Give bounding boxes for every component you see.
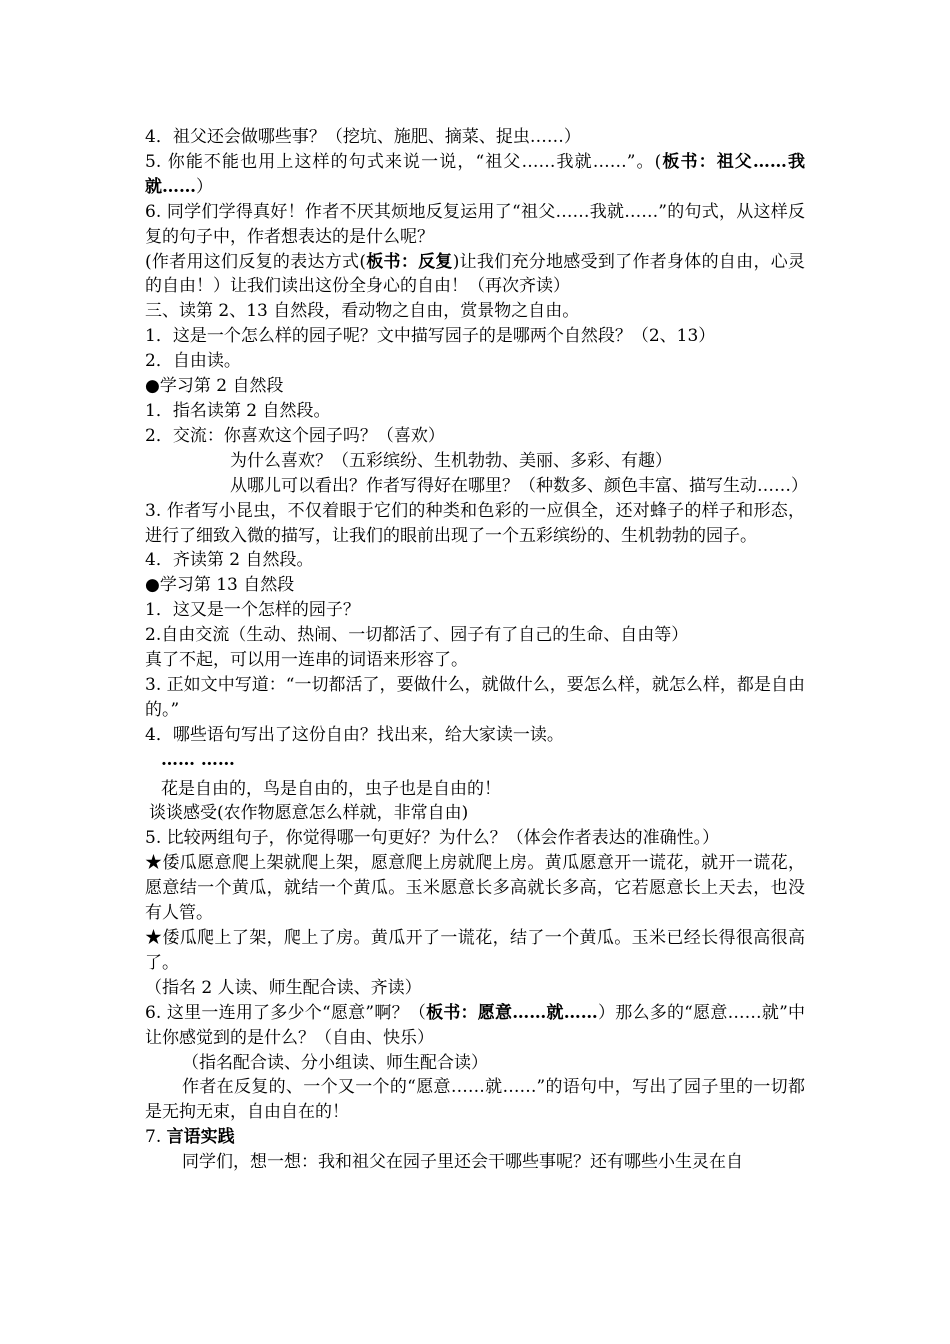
paragraph: 作者在反复的、一个又一个的“愿意……就……”的语句中，写出了园子里的一切都是无拘无束，自由自在的！ bbox=[145, 1077, 805, 1123]
subsection-heading: ●学习第 13 自然段 bbox=[145, 575, 295, 596]
paragraph: ★倭瓜爬上了架，爬上了房。黄瓜开了一谎花，结了一个黄瓜。玉米已经长得很高很高了。 bbox=[145, 928, 805, 973]
paragraph: 为什么喜欢？（五彩缤纷、生机勃勃、美丽、多彩、有趣） bbox=[230, 450, 672, 471]
board-note: 板书：愿意……就…… bbox=[426, 1002, 598, 1023]
text-span: )让我们充分地感受到了作者身体的自由，心灵的自由！）让我们读出这份全身心的自由！（再次齐读） bbox=[145, 251, 806, 297]
paragraph: 4．哪些语句写出了这份自由？找出来，给大家读一读。 bbox=[145, 724, 564, 745]
text-span: 6. 这里一连用了多少个“愿意”啊？（ bbox=[145, 1002, 427, 1023]
paragraph: 1．指名读第 2 自然段。 bbox=[145, 400, 331, 421]
paragraph: 1．这又是一个怎样的园子？ bbox=[145, 600, 360, 621]
paragraph: 3. 正如文中写道：“一切都活了，要做什么，就做什么，要怎么样，就怎么样，都是自由的。” bbox=[145, 674, 805, 720]
paragraph: ★倭瓜愿意爬上架就爬上架，愿意爬上房就爬上房。黄瓜愿意开一谎花，就开一谎花，愿意结一个黄瓜，就结一个黄瓜。玉米愿意长多高就长多高，它若愿意长上天去，也没有人管。 bbox=[145, 853, 805, 924]
subsection-heading: ●学习第 2 自然段 bbox=[145, 376, 284, 397]
section-label: 言语实践 bbox=[166, 1127, 235, 1148]
text-span: ）那么多的“愿意……就”中让你感觉到的是什么？（自由、快乐） bbox=[145, 1002, 805, 1048]
ellipsis-line bbox=[145, 748, 805, 773]
paragraph: 从哪儿可以看出？作者写得好在哪里？（种数多、颜色丰富、描写生动……） bbox=[230, 475, 808, 496]
board-note: 板书：祖父……我就…… bbox=[145, 151, 806, 197]
paragraph: 4．齐读第 2 自然段。 bbox=[145, 550, 314, 571]
text-span: 5. 你能不能也用上这样的句式来说一说，“祖父……我就……”。( bbox=[145, 151, 662, 172]
section-heading: 三、读第 2、13 自然段，看动物之自由，赏景物之自由。 bbox=[145, 301, 580, 322]
paragraph: 5. 比较两组句子，你觉得哪一句更好？为什么？（体会作者表达的准确性。） bbox=[145, 828, 720, 849]
paragraph: 同学们，想一想：我和祖父在园子里还会干哪些事呢？还有哪些小生灵在自 bbox=[182, 1152, 743, 1173]
document-body bbox=[145, 125, 808, 1175]
paragraph: 4．祖父还会做哪些事？（挖坑、施肥、摘菜、捉虫……） bbox=[145, 127, 581, 147]
paragraph: 真了不起，可以用一连串的词语来形容了。 bbox=[145, 650, 468, 671]
paragraph: 2．自由读。 bbox=[145, 351, 241, 372]
text-span: ） bbox=[196, 176, 213, 197]
text-span: (作者用这们反复的表达方式( bbox=[145, 251, 366, 272]
paragraph: 花是自由的，鸟是自由的，虫子也是自由的！ bbox=[161, 778, 501, 799]
paragraph: （指名 2 人读、师生配合读、齐读） bbox=[145, 977, 422, 998]
paragraph bbox=[145, 1125, 805, 1150]
text-span: 7. bbox=[145, 1127, 167, 1148]
paragraph bbox=[145, 1001, 805, 1051]
paragraph: 谈谈感受(农作物愿意怎么样就，非常自由) bbox=[149, 803, 469, 824]
paragraph: 3. 作者写小昆虫，不仅着眼于它们的种类和色彩的一应俱全，还对蜂子的样子和形态，进行了细致入微的描写，让我们的眼前出现了一个五彩缤纷的、生机勃勃的园子。 bbox=[145, 500, 805, 546]
paragraph: 6. 同学们学得真好！作者不厌其烦地反复运用了“祖父……我就……”的句式，从这样反复的句子中，作者想表达的是什么呢？ bbox=[145, 201, 805, 247]
paragraph: 2．交流：你喜欢这个园子吗？（喜欢） bbox=[145, 425, 445, 446]
paragraph: 2.自由交流（生动、热闹、一切都活了、园子有了自己的生命、自由等） bbox=[145, 625, 689, 646]
paragraph bbox=[145, 250, 805, 300]
paragraph: （指名配合读、分小组读、师生配合读） bbox=[182, 1052, 488, 1073]
text-span: …… …… bbox=[161, 749, 235, 770]
paragraph: 1．这是一个怎么样的园子呢？文中描写园子的是哪两个自然段？（2、13） bbox=[145, 326, 716, 347]
board-note: 板书：反复 bbox=[365, 251, 453, 272]
paragraph bbox=[145, 150, 805, 200]
